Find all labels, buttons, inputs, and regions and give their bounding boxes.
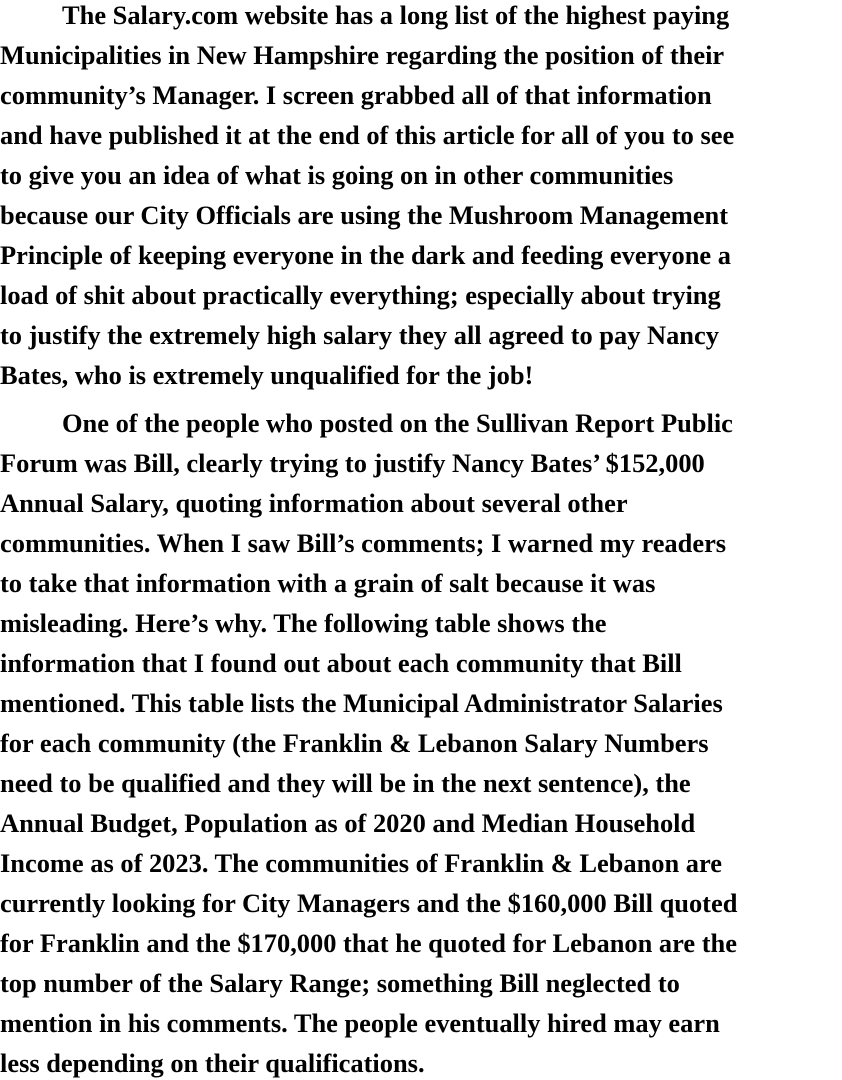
text-line: to give you an idea of what is going on in other communities (0, 160, 674, 190)
paragraph-salary-list (0, 0, 842, 395)
text-line: mentioned. This table lists the Municipal Administrator Salaries (0, 688, 723, 718)
text-line: Municipalities in New Hampshire regarding the position of their (0, 40, 725, 70)
text-line: need to be qualified and they will be in the next sentence), the (0, 768, 691, 798)
text-line: Income as of 2023. The communities of Franklin & Lebanon are (0, 848, 722, 878)
paragraph-bill-comments (0, 403, 842, 1080)
text-line: information that I found out about each community that Bill (0, 648, 682, 678)
text-line: Annual Salary, quoting information about several other (0, 488, 628, 518)
text-line: Annual Budget, Population as of 2020 and Median Household (0, 808, 696, 838)
text-line: because our City Officials are using the Mushroom Management (0, 200, 729, 230)
text-line: load of shit about practically everything; especially about trying (0, 280, 721, 310)
text-line: community’s Manager. I screen grabbed all of that information (0, 80, 712, 110)
text-line: Principle of keeping everyone in the dark and feeding everyone a (0, 240, 731, 270)
text-line: to justify the extremely high salary they all agreed to pay Nancy (0, 320, 719, 350)
text-line: misleading. Here’s why. The following table shows the (0, 608, 607, 638)
text-line: mention in his comments. The people eventually hired may earn (0, 1008, 720, 1038)
text-line: for each community (the Franklin & Lebanon Salary Numbers (0, 728, 709, 758)
text-line: for Franklin and the $170,000 that he quoted for Lebanon are the (0, 928, 737, 958)
text-line: less depending on their qualifications. (0, 1048, 425, 1078)
text-line: and have published it at the end of this article for all of you to see (0, 120, 735, 150)
text-line: currently looking for City Managers and the $160,000 Bill quoted (0, 888, 738, 918)
text-line: Forum was Bill, clearly trying to justify Nancy Bates’ $152,000 (0, 448, 705, 478)
text-line: Bates, who is extremely unqualified for the job! (0, 360, 534, 390)
text-line: The Salary.com website has a long list of the highest paying (62, 0, 730, 30)
text-line: top number of the Salary Range; something Bill neglected to (0, 968, 680, 998)
text-line: One of the people who posted on the Sullivan Report Public (62, 408, 733, 438)
text-line: to take that information with a grain of salt because it was (0, 568, 656, 598)
text-line: communities. When I saw Bill’s comments; I warned my readers (0, 528, 727, 558)
